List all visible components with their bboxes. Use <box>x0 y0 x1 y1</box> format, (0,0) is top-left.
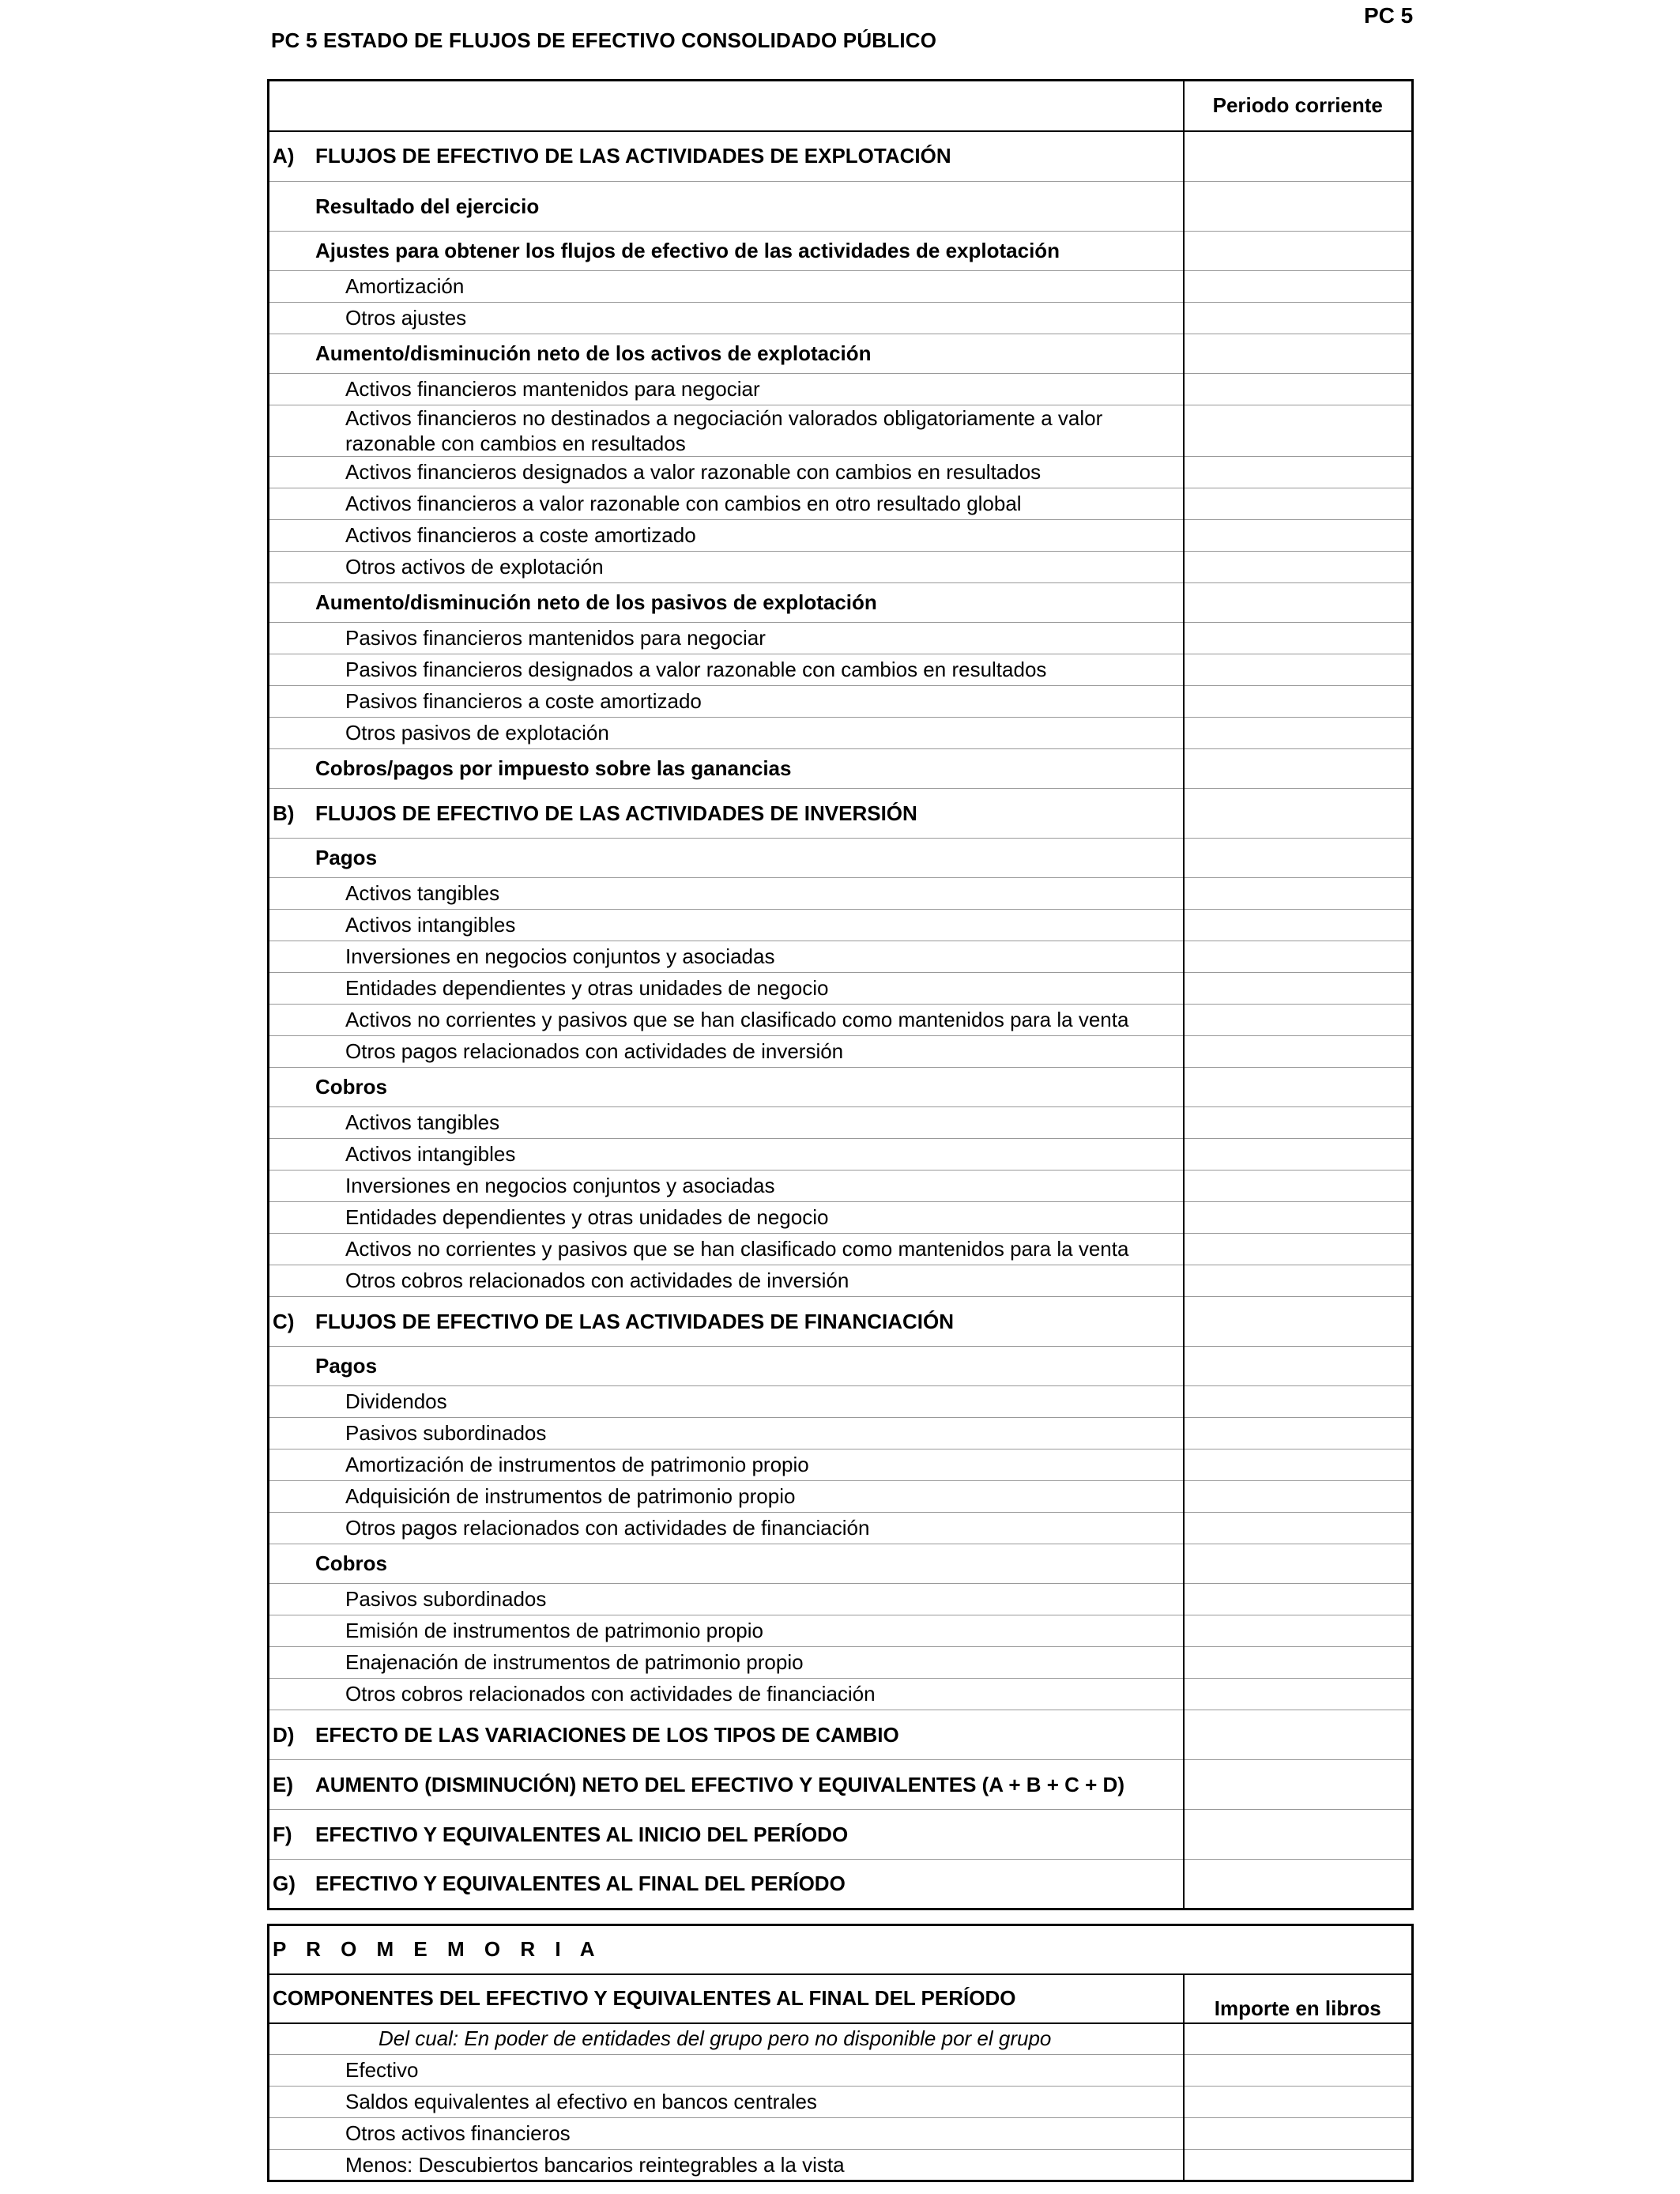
section-letter: A) <box>273 144 295 168</box>
value-cell[interactable] <box>1184 1584 1413 1615</box>
value-cell[interactable] <box>1184 1005 1413 1036</box>
value-cell[interactable] <box>1184 520 1413 552</box>
value-cell[interactable] <box>1184 2150 1413 2181</box>
row-label: Pasivos subordinados <box>345 1421 547 1445</box>
table-row <box>269 182 1413 232</box>
table-row <box>269 1615 1413 1647</box>
row-label: Otros pagos relacionados con actividades de financiación <box>345 1516 870 1540</box>
value-cell[interactable] <box>1184 789 1413 839</box>
value-cell[interactable] <box>1184 1386 1413 1418</box>
value-cell[interactable] <box>1184 973 1413 1005</box>
row-label: Activos financieros mantenidos para negociar <box>345 377 760 401</box>
row-label: Pasivos financieros mantenidos para negociar <box>345 626 766 650</box>
value-cell[interactable] <box>1184 718 1413 749</box>
value-cell[interactable] <box>1184 1513 1413 1544</box>
table-row <box>269 973 1413 1005</box>
value-cell[interactable] <box>1184 749 1413 789</box>
row-label: Menos: Descubiertos bancarios reintegrables a la vista <box>345 2152 845 2177</box>
section-title: AUMENTO (DISMINUCIÓN) NETO DEL EFECTIVO Y EQUIVALENTES (A + B + C + D) <box>315 1772 1124 1796</box>
section-row-e <box>269 1760 1413 1810</box>
table-row <box>269 303 1413 334</box>
table-row <box>269 1005 1413 1036</box>
section-letter: E) <box>273 1772 293 1796</box>
value-cell[interactable] <box>1184 182 1413 232</box>
row-label: Aumento/disminución neto de los pasivos de explotación <box>315 590 877 614</box>
value-cell[interactable] <box>1184 303 1413 334</box>
value-cell[interactable] <box>1184 1449 1413 1481</box>
value-cell[interactable] <box>1184 839 1413 878</box>
memo-row <box>269 2087 1413 2118</box>
row-label: Activos no corrientes y pasivos que se han clasificado como mantenidos para la venta <box>345 1237 1129 1261</box>
section-letter: B) <box>273 801 295 825</box>
memo-row <box>269 2023 1413 2055</box>
value-cell[interactable] <box>1184 1265 1413 1297</box>
table-row <box>269 1584 1413 1615</box>
value-cell[interactable] <box>1184 583 1413 623</box>
table-row <box>269 1386 1413 1418</box>
value-cell[interactable] <box>1184 334 1413 374</box>
row-label: Otros pasivos de explotación <box>345 721 609 745</box>
table-row <box>269 1513 1413 1544</box>
row-label: Efectivo <box>345 2058 419 2082</box>
value-cell[interactable] <box>1184 1679 1413 1710</box>
table-row <box>269 749 1413 789</box>
table-row <box>269 1347 1413 1386</box>
row-label: Entidades dependientes y otras unidades de negocio <box>345 1205 829 1229</box>
section-row-f <box>269 1810 1413 1860</box>
table-row <box>269 1481 1413 1513</box>
row-label: Resultado del ejercicio <box>315 194 540 218</box>
memo-row <box>269 2055 1413 2087</box>
table-row <box>269 1265 1413 1297</box>
value-cell[interactable] <box>1184 878 1413 910</box>
row-label: Ajustes para obtener los flujos de efectivo de las actividades de explotación <box>315 239 1060 262</box>
row-label: Saldos equivalentes al efectivo en bancos centrales <box>345 2090 817 2113</box>
table-row <box>269 1068 1413 1107</box>
value-cell[interactable] <box>1184 941 1413 973</box>
row-label: Entidades dependientes y otras unidades de negocio <box>345 976 829 1000</box>
table-row <box>269 623 1413 654</box>
table-row <box>269 583 1413 623</box>
memo-table <box>267 1924 1414 2182</box>
table-row <box>269 878 1413 910</box>
table-row <box>269 1139 1413 1171</box>
section-letter: D) <box>273 1722 295 1747</box>
period-column-header: Periodo corriente <box>1184 81 1413 131</box>
row-label: Otros activos financieros <box>345 2121 571 2145</box>
section-title: FLUJOS DE EFECTIVO DE LAS ACTIVIDADES DE EXPLOTACIÓN <box>315 144 951 168</box>
value-cell[interactable] <box>1184 1860 1413 1909</box>
table-row <box>269 374 1413 405</box>
table-row <box>269 334 1413 374</box>
table-row <box>269 1679 1413 1710</box>
value-cell[interactable] <box>1184 131 1413 182</box>
value-cell[interactable] <box>1184 1481 1413 1513</box>
document-title: PC 5 ESTADO DE FLUJOS DE EFECTIVO CONSOLIDADO PÚBLICO <box>271 28 937 52</box>
value-cell[interactable] <box>1184 910 1413 941</box>
value-cell[interactable] <box>1184 457 1413 488</box>
table-row <box>269 457 1413 488</box>
value-cell[interactable] <box>1184 1710 1413 1760</box>
table-row <box>269 1234 1413 1265</box>
row-label: Aumento/disminución neto de los activos de explotación <box>315 341 872 365</box>
row-label: Pasivos subordinados <box>345 1587 547 1611</box>
value-cell[interactable] <box>1184 1202 1413 1234</box>
table-row <box>269 686 1413 718</box>
label-header-cell <box>269 81 1184 131</box>
row-label: Activos financieros no destinados a negociación valorados obligatoriamente a valor razonable con cambios en resultados <box>345 406 1103 455</box>
value-cell[interactable] <box>1184 623 1413 654</box>
table-row <box>269 941 1413 973</box>
value-cell[interactable] <box>1184 271 1413 303</box>
row-label: Activos intangibles <box>345 913 516 937</box>
row-label: Inversiones en negocios conjuntos y asociadas <box>345 944 775 968</box>
row-label: Pasivos financieros designados a valor razonable con cambios en resultados <box>345 658 1047 681</box>
section-letter: G) <box>273 1872 296 1895</box>
value-cell[interactable] <box>1184 686 1413 718</box>
value-cell[interactable] <box>1184 1036 1413 1068</box>
row-label: Otros activos de explotación <box>345 555 604 579</box>
section-title: FLUJOS DE EFECTIVO DE LAS ACTIVIDADES DE INVERSIÓN <box>315 801 917 825</box>
section-row-b <box>269 789 1413 839</box>
section-title: EFECTO DE LAS VARIACIONES DE LOS TIPOS DE CAMBIO <box>315 1722 899 1747</box>
row-label: Otros cobros relacionados con actividades de inversión <box>345 1269 849 1292</box>
value-cell[interactable] <box>1184 1647 1413 1679</box>
value-cell[interactable] <box>1184 374 1413 405</box>
table-row <box>269 232 1413 271</box>
section-letter: F) <box>273 1822 292 1846</box>
value-cell[interactable] <box>1184 1107 1413 1139</box>
memo-row <box>269 2118 1413 2150</box>
section-row-a <box>269 131 1413 182</box>
section-title: EFECTIVO Y EQUIVALENTES AL INICIO DEL PERÍODO <box>315 1822 849 1846</box>
row-label: Enajenación de instrumentos de patrimonio propio <box>345 1650 804 1674</box>
row-label: Activos financieros designados a valor razonable con cambios en resultados <box>345 460 1042 484</box>
table-header-row <box>269 81 1413 131</box>
row-label: Activos tangibles <box>345 1110 500 1134</box>
row-label: Activos no corrientes y pasivos que se han clasificado como mantenidos para la venta <box>345 1008 1129 1031</box>
value-cell[interactable] <box>1184 488 1413 520</box>
section-row-c <box>269 1297 1413 1347</box>
value-cell[interactable] <box>1184 1810 1413 1860</box>
table-row <box>269 405 1413 457</box>
value-cell[interactable] <box>1184 2055 1413 2087</box>
value-cell[interactable] <box>1184 405 1413 457</box>
row-label: Cobros/pagos por impuesto sobre las ganancias <box>315 756 792 780</box>
row-label: Cobros <box>315 1551 387 1575</box>
row-label: Inversiones en negocios conjuntos y asociadas <box>345 1174 775 1197</box>
table-row <box>269 839 1413 878</box>
memo-title-row <box>269 1925 1413 1974</box>
table-row <box>269 552 1413 583</box>
value-cell[interactable] <box>1184 1068 1413 1107</box>
value-cell[interactable] <box>1184 1760 1413 1810</box>
row-label: Activos intangibles <box>345 1142 516 1166</box>
row-label: Activos tangibles <box>345 881 500 905</box>
row-label: Pagos <box>315 846 378 869</box>
memo-subtitle: COMPONENTES DEL EFECTIVO Y EQUIVALENTES AL FINAL DEL PERÍODO <box>273 1986 1016 2010</box>
row-label: Dividendos <box>345 1389 447 1413</box>
table-row <box>269 271 1413 303</box>
table-row <box>269 654 1413 686</box>
memo-title: P R O M E M O R I A <box>273 1937 602 1962</box>
table-row <box>269 1036 1413 1068</box>
table-row <box>269 1107 1413 1139</box>
table-row <box>269 910 1413 941</box>
section-title: FLUJOS DE EFECTIVO DE LAS ACTIVIDADES DE FINANCIACIÓN <box>315 1309 954 1333</box>
value-cell[interactable] <box>1184 1297 1413 1347</box>
section-letter: C) <box>273 1309 295 1333</box>
value-cell[interactable] <box>1184 1171 1413 1202</box>
table-row <box>269 1449 1413 1481</box>
value-cell[interactable] <box>1184 232 1413 271</box>
value-cell[interactable] <box>1184 2023 1413 2055</box>
row-label: Otros pagos relacionados con actividades de inversión <box>345 1039 844 1063</box>
value-cell[interactable] <box>1184 1418 1413 1449</box>
row-label: Pagos <box>315 1354 378 1378</box>
value-cell[interactable] <box>1184 2087 1413 2118</box>
value-cell[interactable] <box>1184 654 1413 686</box>
table-row <box>269 1171 1413 1202</box>
value-cell[interactable] <box>1184 1544 1413 1584</box>
row-label: Pasivos financieros a coste amortizado <box>345 689 702 713</box>
value-cell[interactable] <box>1184 552 1413 583</box>
value-cell[interactable] <box>1184 1139 1413 1171</box>
row-label: Amortización <box>345 274 465 298</box>
memo-header-row <box>269 1974 1413 2023</box>
table-row <box>269 1202 1413 1234</box>
row-label: Amortización de instrumentos de patrimonio propio <box>345 1453 809 1476</box>
table-row <box>269 488 1413 520</box>
section-title: EFECTIVO Y EQUIVALENTES AL FINAL DEL PERÍODO <box>315 1872 846 1895</box>
row-label: Cobros <box>315 1075 387 1099</box>
row-label: Del cual: En poder de entidades del grupo pero no disponible por el grupo <box>379 2026 1052 2051</box>
book-value-column-header: Importe en libros <box>1184 1974 1413 2023</box>
row-label: Otros ajustes <box>345 306 467 330</box>
table-row <box>269 718 1413 749</box>
value-cell[interactable] <box>1184 1234 1413 1265</box>
row-label: Activos financieros a valor razonable con cambios en otro resultado global <box>345 492 1022 515</box>
row-label: Activos financieros a coste amortizado <box>345 523 696 547</box>
row-label: Emisión de instrumentos de patrimonio propio <box>345 1619 763 1642</box>
page-code: PC 5 <box>1364 3 1414 28</box>
memo-row <box>269 2150 1413 2181</box>
row-label: Otros cobros relacionados con actividades de financiación <box>345 1682 876 1706</box>
section-row-d <box>269 1710 1413 1760</box>
section-row-g <box>269 1860 1413 1909</box>
table-row <box>269 1647 1413 1679</box>
cash-flow-table <box>267 79 1414 1910</box>
table-row <box>269 1544 1413 1584</box>
table-row <box>269 520 1413 552</box>
value-cell[interactable] <box>1184 1347 1413 1386</box>
row-label: Adquisición de instrumentos de patrimonio propio <box>345 1484 796 1508</box>
value-cell[interactable] <box>1184 2118 1413 2150</box>
table-row <box>269 1418 1413 1449</box>
value-cell[interactable] <box>1184 1615 1413 1647</box>
